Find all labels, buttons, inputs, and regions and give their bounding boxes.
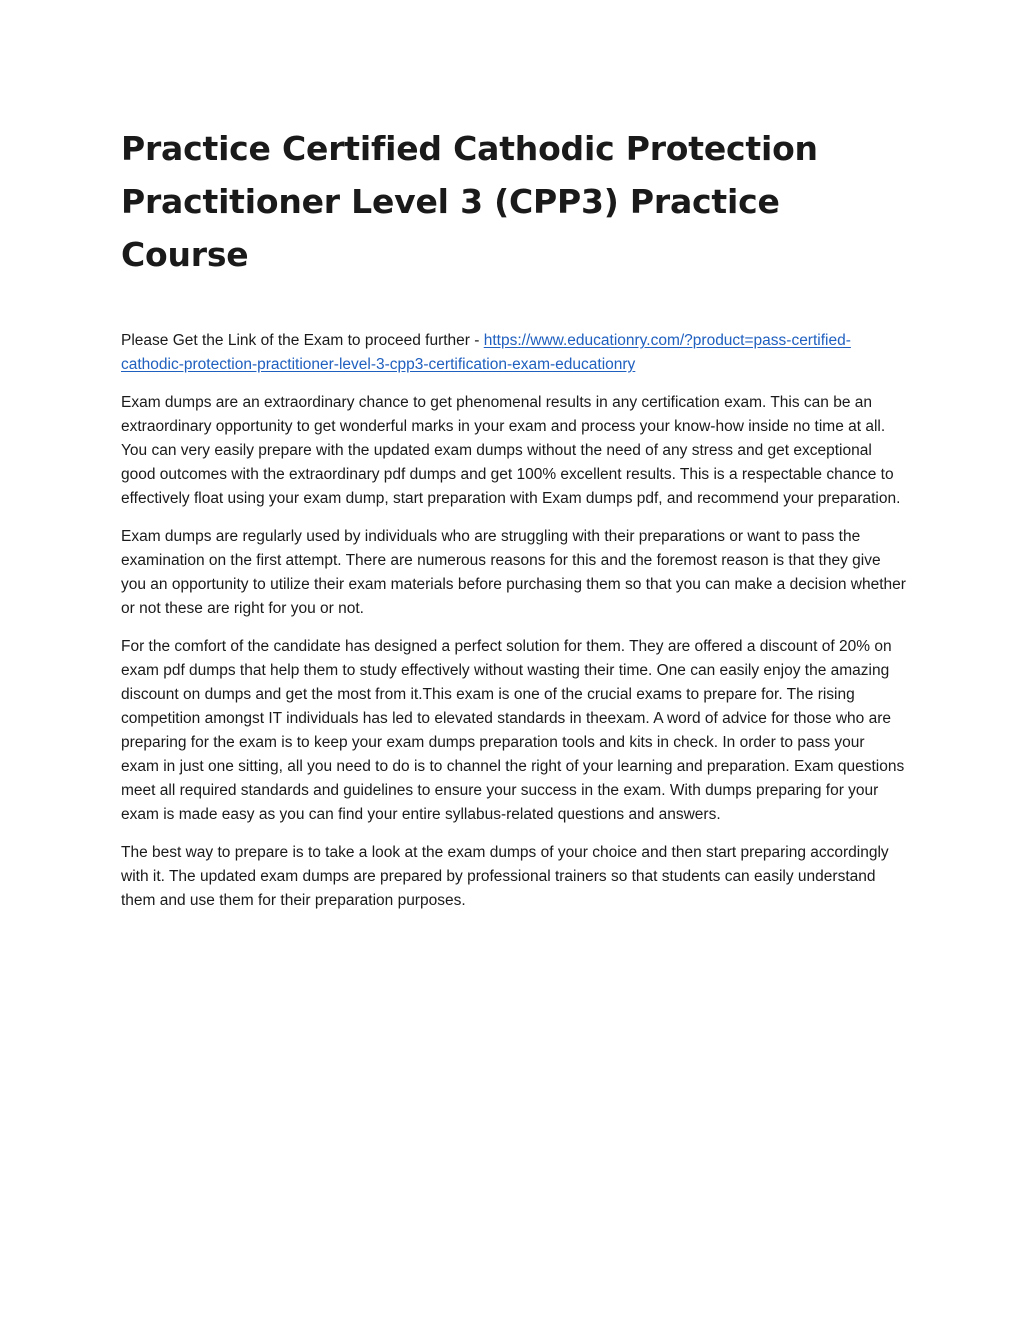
document-page: [121, 122, 906, 913]
exam-link-paragraph: [121, 329, 906, 377]
exam-link-intro-text: Please Get the Link of the Exam to proceed further -: [121, 332, 484, 349]
body-paragraph-1: Exam dumps are an extraordinary chance to get phenomenal results in any certification exam. This can be an extraordinary opportunity to get wonderful marks in your exam and process your know-how inside no time at all. You can very easily prepare with the updated exam dumps without the need of any stress and get exceptional good outcomes with the extraordinary pdf dumps and get 100% excellent results. This is a respectable chance to effectively float using your exam dump, start preparation with Exam dumps pdf, and recommend your preparation.: [121, 394, 901, 507]
document-title: Practice Certified Cathodic Protection Practitioner Level 3 (CPP3) Practice Course: [121, 129, 818, 274]
exam-link[interactable]: https://www.educationry.com/?product=pass-certified-cathodic-protection-practitioner-level-3-cpp3-certification-exam-educationry: [121, 332, 851, 373]
body-paragraph-4: The best way to prepare is to take a look at the exam dumps of your choice and then start preparing accordingly with it. The updated exam dumps are prepared by professional trainers so that students can easily understand them and use them for their preparation purposes.: [121, 844, 889, 909]
body-paragraph-3: For the comfort of the candidate has designed a perfect solution for them. They are offered a discount of 20% on exam pdf dumps that help them to study effectively without wasting their time. One can easily enjoy the amazing discount on dumps and get the most from it.This exam is one of the crucial exams to prepare for. The rising competition amongst IT individuals has led to elevated standards in theexam. A word of advice for those who are preparing for the exam is to keep your exam dumps preparation tools and kits in check. In order to pass your exam in just one sitting, all you need to do is to channel the right of your learning and preparation. Exam questions meet all required standards and guidelines to ensure your success in the exam. With dumps preparing for your exam is made easy as you can find your entire syllabus-related questions and answers.: [121, 638, 905, 823]
body-paragraph-2: Exam dumps are regularly used by individuals who are struggling with their preparations or want to pass the examination on the first attempt. There are numerous reasons for this and the foremost reason is that they give you an opportunity to utilize their exam materials before purchasing them so that you can make a decision whether or not these are right for you or not.: [121, 528, 906, 617]
